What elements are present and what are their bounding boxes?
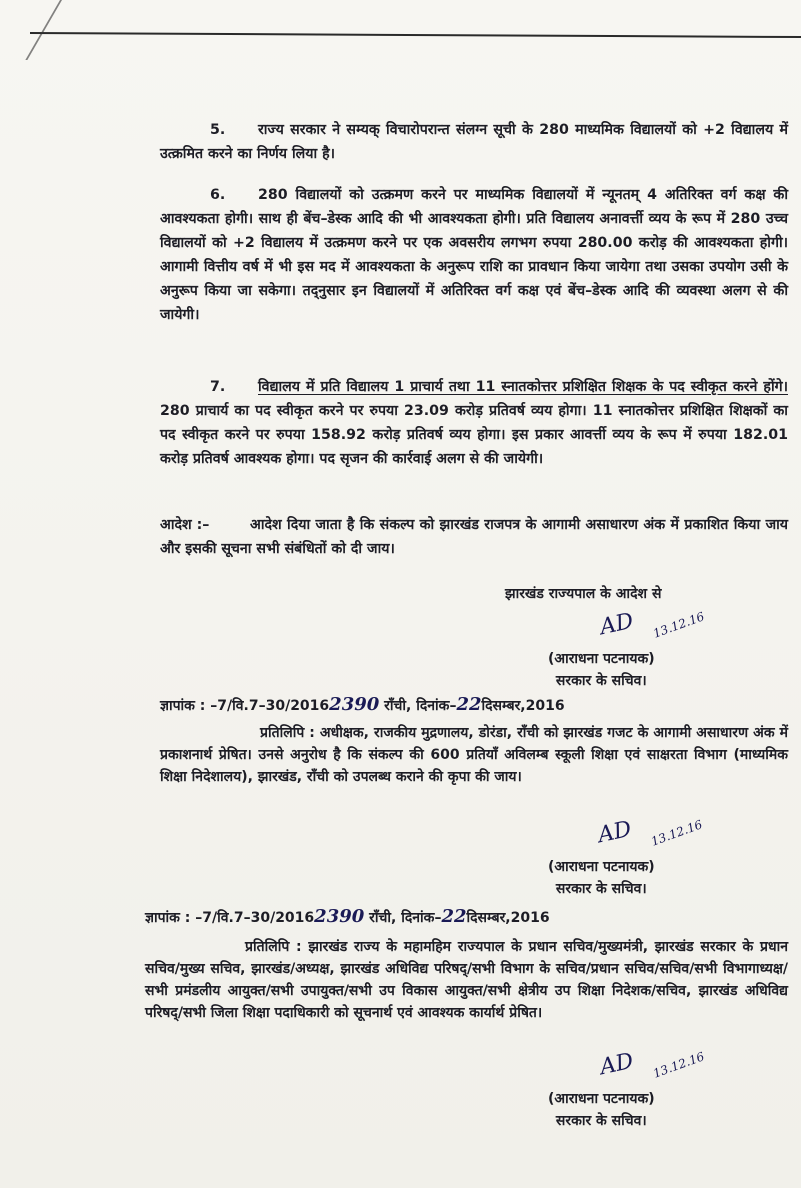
copy-text: प्रतिलिपि : झारखंड राज्य के महामहिम राज्यपाल के प्रधान सचिव/मुख्यमंत्री, झारखंड सरकार के प्रधान सचिव/मुख्य सचिव, झारखंड/अध्यक्ष, झारखंड अधिविद्य परिषद्/सभी विभाग के सचिव/प्रधान सचिव/सचिव/सभी विभागाध्यक्ष/सभी प्रमंडलीय आयुक्त/सभी उपायुक्त/सभी उप विकास आयुक्त/सभी क्षेत्रीय उप शिक्षा निदेशक/सचिव, झारखंड अधिविद्य परिषद्/सभी जिला शिक्षा पदाधिकारी को सूचनार्थ एवं आवश्यक कार्यार्थ प्रेषित। — [145, 939, 788, 1021]
memo-month-year: दिसम्बर,2016 — [481, 698, 565, 714]
memo-day: 22 — [456, 694, 482, 715]
signature-mark: AD — [597, 1048, 636, 1081]
signature-date: 13.12.16 — [651, 1049, 707, 1081]
signature-mark: AD — [595, 816, 634, 849]
signature-date: 13.12.16 — [651, 609, 707, 641]
signature-block-3 — [548, 1088, 655, 1132]
memo-line-2: ज्ञापांक : –7/वि.7–30/20162390 राँची, दिनांक–22दिसम्बर,2016 — [145, 906, 550, 927]
signatory-name: (आराधना पटनायक) — [548, 859, 655, 875]
governor-order-line: झारखंड राज्यपाल के आदेश से — [505, 586, 662, 602]
signatory-name: (आराधना पटनायक) — [548, 1091, 655, 1107]
signatory-title: सरकार के सचिव। — [555, 881, 647, 897]
order-label: आदेश :– — [160, 517, 210, 533]
signatory-title: सरकार के सचिव। — [555, 673, 647, 689]
para-text: 280 विद्यालयों को उत्क्रमण करने पर माध्यमिक विद्यालयों में न्यूनतम् 4 अतिरिक्त वर्ग कक्ष की आवश्यकता होगी। साथ ही बेंच–डेस्क आदि की भी आवश्यकता होगी। प्रति विद्यालय अनावर्त्ती व्यय के रूप में 280 उच्च विद्यालयों को +2 विद्यालय में उत्क्रमण करने पर एक अवसरीय लगभग रुपया 280.00 करोड़ की आवश्यकता होगी। आगामी वित्तीय वर्ष में भी इस मद में आवश्यकता के अनुरूप राशि का प्रावधान किया जायेगा तथा उसका उपयोग उसी के अनुरूप किया जा सकेगा। तद्नुसार इन विद्यालयों में अतिरिक्त वर्ग कक्ष एवं बेंच–डेस्क आदि की व्यवस्था अलग से की जायेगी। — [160, 187, 788, 323]
order-paragraph — [160, 513, 788, 561]
memo-prefix: ज्ञापांक : –7/वि.7–30/2016 — [160, 698, 330, 714]
corner-fold — [0, 0, 62, 60]
paragraph-6 — [160, 183, 788, 327]
memo-place: राँची, दिनांक — [369, 910, 435, 926]
memo-line-1: ज्ञापांक : –7/वि.7–30/20162390 राँची, दिनांक–22दिसम्बर,2016 — [160, 694, 565, 715]
signature-block-2 — [548, 856, 655, 900]
para-text: 280 प्राचार्य का पद स्वीकृत करने पर रुपया 23.09 करोड़ प्रतिवर्ष व्यय होगा। 11 स्नातकोत्तर प्रशिक्षित शिक्षकों का पद स्वीकृत करने पर रुपया 158.92 करोड़ प्रतिवर्ष व्यय होगा। इस प्रकार आवर्त्ती व्यय के रूप में रुपया 182.01 करोड़ प्रतिवर्ष आवश्यक होगा। पद सृजन की कार्रवाई अलग से की जायेगी। — [160, 403, 788, 467]
order-text: आदेश दिया जाता है कि संकल्प को झारखंड राजपत्र के आगामी असाधारण अंक में प्रकाशित किया जाय और इसकी सूचना सभी संबंधितों को दी जाय। — [160, 517, 788, 557]
signature-block-1 — [548, 648, 655, 692]
top-rule — [30, 32, 801, 38]
para-underlined-text: विद्यालय में प्रति विद्यालय 1 प्राचार्य तथा 11 स्नातकोत्तर प्रशिक्षित शिक्षक के पद स्वीकृत करने होंगे। — [258, 379, 788, 395]
signatory-name: (आराधना पटनायक) — [548, 651, 655, 667]
signature-date: 13.12.16 — [649, 817, 705, 849]
para-text: राज्य सरकार ने सम्यक् विचारोपरान्त संलग्न सूची के 280 माध्यमिक विद्यालयों को +2 विद्यालय में उत्क्रमित करने का निर्णय लिया है। — [160, 122, 788, 162]
para-number: 7. — [210, 379, 226, 395]
paragraph-5 — [160, 118, 788, 166]
copy-text: प्रतिलिपि : अधीक्षक, राजकीय मुद्रणालय, डोरंडा, राँची को झारखंड गजट के आगामी असाधारण अंक में प्रकाशनार्थ प्रेषित। उनसे अनुरोध है कि संकल्प की 600 प्रतियाँ अविलम्ब स्कूली शिक्षा एवं साक्षरता विभाग (माध्यमिक शिक्षा निदेशालय), झारखंड, राँची को उपलब्ध कराने की कृपा की जाय। — [160, 725, 788, 785]
para-number: 5. — [210, 122, 226, 138]
memo-day: 22 — [441, 906, 467, 927]
memo-month-year: दिसम्बर,2016 — [466, 910, 550, 926]
para-number: 6. — [210, 187, 226, 203]
signatory-title: सरकार के सचिव। — [555, 1113, 647, 1129]
memo-number: 2390 — [329, 694, 380, 715]
memo-number: 2390 — [314, 906, 365, 927]
paragraph-7 — [160, 375, 788, 471]
memo-place: राँची, दिनांक — [384, 698, 450, 714]
copy-paragraph-2 — [145, 936, 788, 1024]
memo-prefix: ज्ञापांक : –7/वि.7–30/2016 — [145, 910, 315, 926]
signature-mark: AD — [597, 608, 636, 641]
copy-paragraph-1 — [160, 722, 788, 788]
